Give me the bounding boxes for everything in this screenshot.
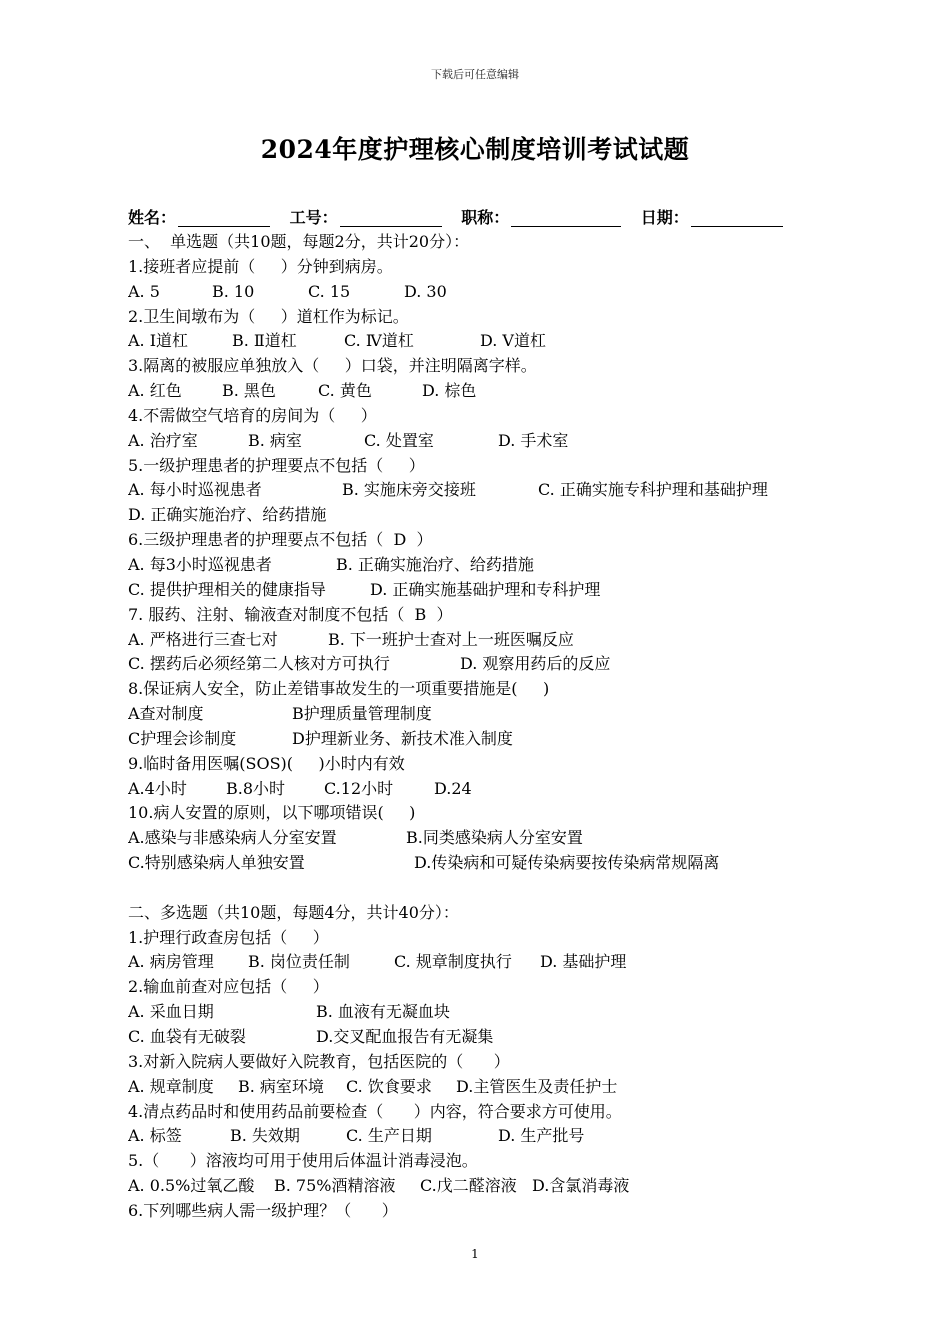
option: A.4小时: [128, 778, 187, 798]
option: A. 0.5%过氧乙酸: [128, 1176, 255, 1196]
option: A. 治疗室: [128, 430, 198, 450]
option: D. 观察用药后的反应: [460, 654, 611, 674]
option: B. 病室环境: [238, 1076, 324, 1096]
option-row: [128, 727, 848, 752]
option-row: [128, 553, 848, 578]
question-stem: 7. 服药、注射、输液查对制度不包括（ B ）: [128, 604, 453, 624]
option: B. 失效期: [230, 1126, 300, 1146]
question-stem: 9.临时备用医嘱(SOS)( )小时内有效: [128, 753, 405, 773]
option-row: [128, 578, 848, 603]
question-stem: 2.卫生间墩布为（ ）道杠作为标记。: [128, 306, 409, 326]
exam-content: [128, 230, 848, 1224]
option: A. 红色: [128, 381, 182, 401]
option: A. 5: [128, 281, 160, 301]
question-stem: 4.清点药品时和使用药品前要检查（ ）内容，符合要求方可使用。: [128, 1101, 622, 1121]
option: D.交叉配血报告有无凝集: [316, 1027, 494, 1046]
question-stem: 6.三级护理患者的护理要点不包括（ D ）: [128, 530, 433, 550]
option-row: [128, 1025, 848, 1050]
option: A. Ⅰ道杠: [128, 331, 189, 351]
page-number: 1: [471, 1247, 479, 1261]
header-note: 下载后可任意编辑: [431, 68, 519, 81]
option: C.特别感染病人单独安置: [128, 853, 305, 873]
option: B. 正确实施治疗、给药措施: [336, 554, 534, 574]
question-stem: 1.护理行政查房包括（ ）: [128, 927, 329, 947]
option: B.同类感染病人分室安置: [406, 828, 583, 848]
question-stem: 5.一级护理患者的护理要点不包括（ ）: [128, 455, 425, 475]
option: D.24: [434, 778, 472, 798]
title-label: 职称：: [461, 208, 510, 227]
option-row: [128, 652, 848, 677]
option: A. 每3小时巡视患者: [128, 554, 272, 574]
option: D.含氯消毒液: [532, 1176, 630, 1196]
option: C. 提供护理相关的健康指导: [128, 579, 326, 599]
question-stem: 4.不需做空气培育的房间为（ ）: [128, 405, 377, 425]
option: C护理会诊制度: [128, 728, 237, 748]
option: C. 15: [308, 281, 351, 301]
option-row: [128, 1075, 848, 1100]
option-row: [128, 1174, 848, 1199]
option: D. Ⅴ道杠: [480, 331, 546, 351]
question-stem: 2.输血前查对应包括（ ）: [128, 977, 329, 997]
option: C. 饮食要求: [346, 1076, 432, 1096]
id-label: 工号：: [289, 208, 338, 227]
option: C. 血袋有无破裂: [128, 1027, 246, 1046]
option: D.主管医生及责任护士: [456, 1076, 618, 1096]
option-row: [128, 478, 848, 503]
question-stem: 3.对新入院病人要做好入院教育，包括医院的（ ）: [128, 1051, 510, 1071]
option: C.戊二醛溶液: [420, 1176, 517, 1196]
option: B护理质量管理制度: [292, 704, 432, 724]
option: D护理新业务、新技术准入制度: [292, 728, 513, 748]
option: B.8小时: [226, 778, 286, 798]
option: D. 30: [404, 281, 447, 301]
page-title: 2024年度护理核心制度培训考试试题: [260, 135, 690, 164]
option: C. 黄色: [318, 381, 372, 401]
option: A查对制度: [128, 704, 204, 724]
option: B. 血液有无凝血块: [316, 1002, 450, 1022]
option: A. 规章制度: [128, 1076, 214, 1096]
option-row: [128, 851, 848, 876]
option-row: [128, 826, 848, 851]
option: D. 正确实施基础护理和专科护理: [370, 579, 601, 599]
option-row: [128, 702, 848, 727]
name-field[interactable]: [178, 208, 270, 227]
option: A. 每小时巡视患者: [128, 480, 262, 500]
option-row: [128, 429, 848, 454]
option: B. 黑色: [222, 381, 276, 401]
question-stem: 3.隔离的被服应单独放入（ ）口袋，并注明隔离字样。: [128, 356, 537, 376]
option-row: [128, 1124, 848, 1149]
option-row: [128, 379, 848, 404]
option: B. 10: [212, 281, 255, 301]
option: C. 正确实施专科护理和基础护理: [538, 480, 768, 500]
option-row: [128, 1000, 848, 1025]
option: B. 岗位责任制: [248, 952, 350, 972]
option: A. 标签: [128, 1126, 182, 1146]
option: D. 棕色: [422, 381, 477, 401]
option: A.感染与非感染病人分室安置: [128, 828, 337, 848]
option: A. 采血日期: [128, 1002, 214, 1022]
name-label: 姓名：: [128, 208, 177, 227]
option-row: [128, 628, 848, 653]
option: B. 下一班护士查对上一班医嘱反应: [328, 629, 574, 649]
section1-heading: 一、 单选题（共10题，每题2分，共计20分）：: [128, 232, 470, 251]
option: C.12小时: [324, 778, 394, 798]
option: B. 75%酒精溶液: [274, 1176, 396, 1196]
option: A. 病房管理: [128, 952, 214, 972]
option: D. 生产批号: [498, 1126, 585, 1146]
option: C. 处置室: [364, 430, 434, 450]
date-field[interactable]: [691, 208, 783, 227]
section2-heading: 二、多选题（共10题，每题4分，共计40分）：: [128, 902, 459, 922]
section-spacer: [128, 876, 848, 901]
option: D.传染病和可疑传染病要按传染病常规隔离: [414, 853, 720, 873]
option-row: [128, 950, 848, 975]
question-stem: 5.（ ）溶液均可用于使用后体温计消毒浸泡。: [128, 1151, 478, 1171]
option-row: [128, 280, 848, 305]
question-stem: 1.接班者应提前（ ）分钟到病房。: [128, 256, 393, 276]
option: B. Ⅱ道杠: [232, 331, 297, 351]
question-stem: 6.下列哪些病人需一级护理？（ ）: [128, 1200, 398, 1220]
option: C. Ⅳ道杠: [344, 331, 414, 351]
id-field[interactable]: [340, 208, 442, 227]
exam-info-row: [128, 205, 828, 228]
option: A. 严格进行三查七对: [128, 629, 278, 649]
question-stem: 8.保证病人安全，防止差错事故发生的一项重要措施是( ): [128, 679, 550, 699]
date-label: 日期：: [640, 208, 689, 227]
option: D. 正确实施治疗、给药措施: [128, 505, 327, 525]
option: C. 规章制度执行: [394, 952, 512, 972]
option: D. 基础护理: [540, 952, 627, 972]
option: B. 病室: [248, 430, 302, 450]
option: C. 生产日期: [346, 1126, 432, 1146]
option-row: [128, 329, 848, 354]
option: D. 手术室: [498, 430, 569, 450]
option: B. 实施床旁交接班: [342, 480, 476, 500]
job-title-field[interactable]: [511, 208, 621, 227]
option-row: [128, 777, 848, 802]
option: C. 摆药后必须经第二人核对方可执行: [128, 654, 390, 674]
question-stem: 10.病人安置的原则，以下哪项错误( ): [128, 803, 416, 823]
